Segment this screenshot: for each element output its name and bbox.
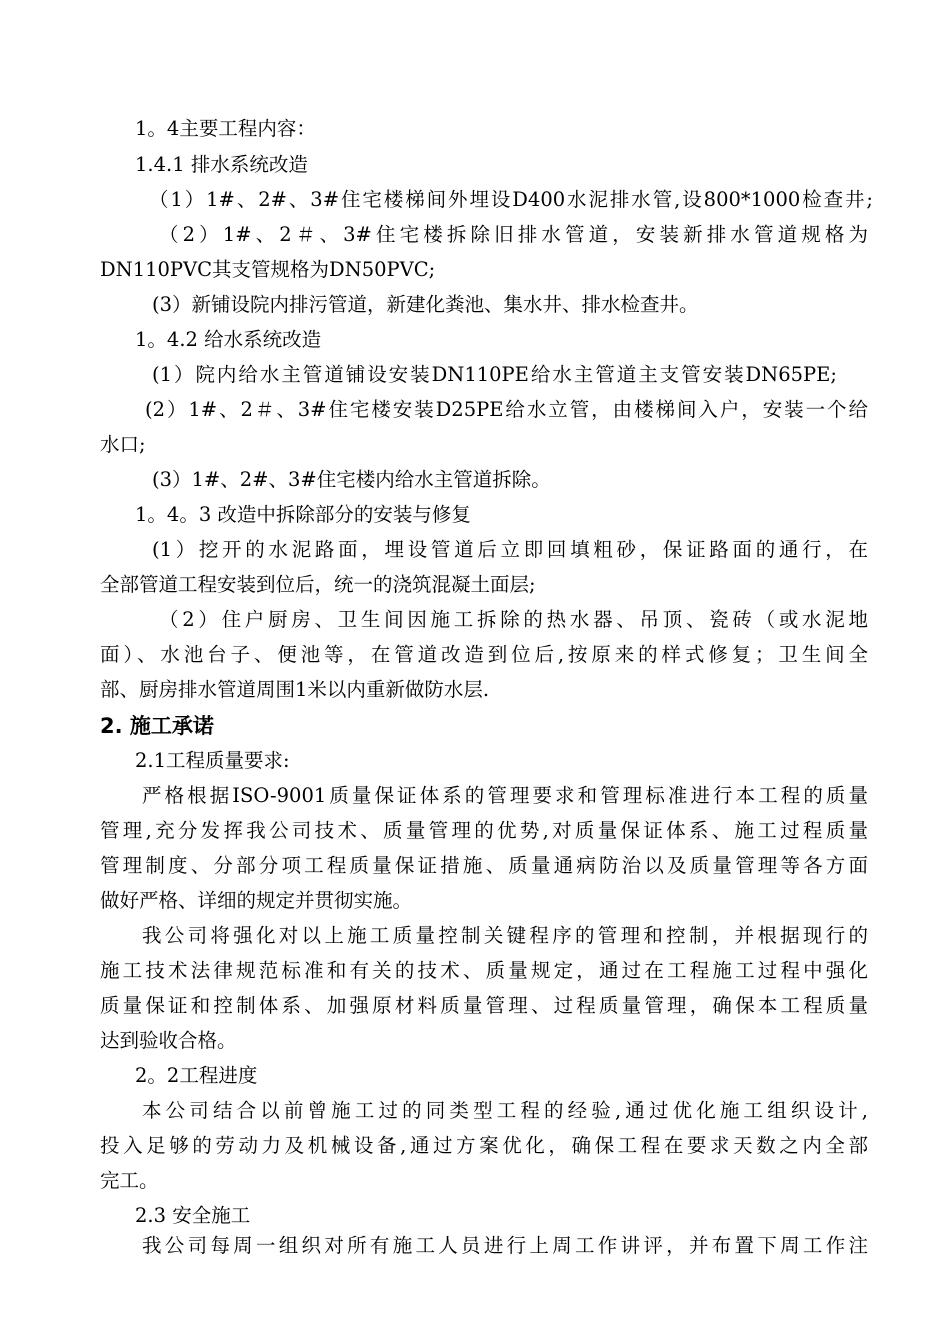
section-heading-2-2: 2。2工程进度 (135, 1064, 258, 1087)
section-heading-2-1: 2.1工程质量要求: (135, 749, 290, 772)
paragraph-line: 全部管道工程安装到位后，统一的浇筑混凝土面层; (100, 573, 536, 596)
chapter-heading-2: 2. 施工承诺 (100, 714, 214, 738)
paragraph-line: （1）1#、2#、3#住宅楼梯间外埋设D400水泥排水管,设800*1000检查井; (149, 188, 873, 211)
paragraph-line: 达到验收合格。 (100, 1029, 237, 1052)
paragraph-line: DN110PVC其支管规格为DN50PVC; (100, 258, 436, 281)
paragraph-line: 部、厨房排水管道周围1米以内重新做防水层. (100, 678, 490, 701)
section-heading-1-4-3: 1。4。3 改造中拆除部分的安装与修复 (135, 503, 471, 526)
paragraph-line: 完工。 (100, 1169, 159, 1192)
paragraph-line: 做好严格、详细的规定并贯彻实施。 (100, 889, 413, 912)
paragraph-line: (3）1#、2#、3#住宅楼内给水主管道拆除。 (152, 468, 551, 491)
paragraph-line: 水口; (100, 433, 146, 456)
section-heading-1-4: 1。4主要工程内容： (135, 117, 316, 140)
paragraph-line: (1）院内给水主管道铺设安装DN110PE给水主管道主支管安装DN65PE; (152, 363, 837, 386)
section-heading-1-4-2: 1。4.2 给水系统改造 (135, 328, 322, 351)
paragraph-line: 严格根据ISO-9001质量保证体系的管理要求和管理标准进行本工程的质量 (142, 784, 868, 807)
paragraph-line: 管理,充分发挥我公司技术、质量管理的优势,对质量保证体系、施工过程质量 (100, 819, 868, 842)
paragraph-line: 本公司结合以前曾施工过的同类型工程的经验,通过优化施工组织设计, (142, 1099, 868, 1122)
paragraph-line: 质量保证和控制体系、加强原材料质量管理、过程质量管理，确保本工程质量 (100, 994, 868, 1017)
paragraph-line: （2）住户厨房、卫生间因施工拆除的热水器、吊顶、瓷砖（或水泥地 (159, 608, 868, 631)
paragraph-line: (3）新铺设院内排污管道，新建化粪池、集水井、排水检查井。 (152, 293, 699, 316)
section-heading-2-3: 2.3 安全施工 (135, 1204, 251, 1227)
paragraph-line: （2）1#、2＃、3#住宅楼拆除旧排水管道，安装新排水管道规格为 (159, 223, 868, 246)
paragraph-line: (2）1#、2＃、3#住宅楼安装D25PE给水立管，由楼梯间入户，安装一个给 (145, 398, 868, 421)
paragraph-line: 投入足够的劳动力及机械设备,通过方案优化，确保工程在要求天数之内全部 (100, 1134, 868, 1157)
section-heading-1-4-1: 1.4.1 排水系统改造 (135, 153, 308, 176)
paragraph-line: (1）挖开的水泥路面，埋设管道后立即回填粗砂，保证路面的通行，在 (152, 538, 868, 561)
paragraph-line: 管理制度、分部分项工程质量保证措施、质量通病防治以及质量管理等各方面 (100, 854, 868, 877)
paragraph-line: 施工技术法律规范标准和有关的技术、质量规定，通过在工程施工过程中强化 (100, 959, 868, 982)
paragraph-line: 面）、水池台子、便池等，在管道改造到位后,按原来的样式修复；卫生间全 (100, 643, 868, 666)
paragraph-line: 我公司每周一组织对所有施工人员进行上周工作讲评，并布置下周工作注 (142, 1234, 868, 1257)
paragraph-line: 我公司将强化对以上施工质量控制关键程序的管理和控制，并根据现行的 (142, 924, 868, 947)
